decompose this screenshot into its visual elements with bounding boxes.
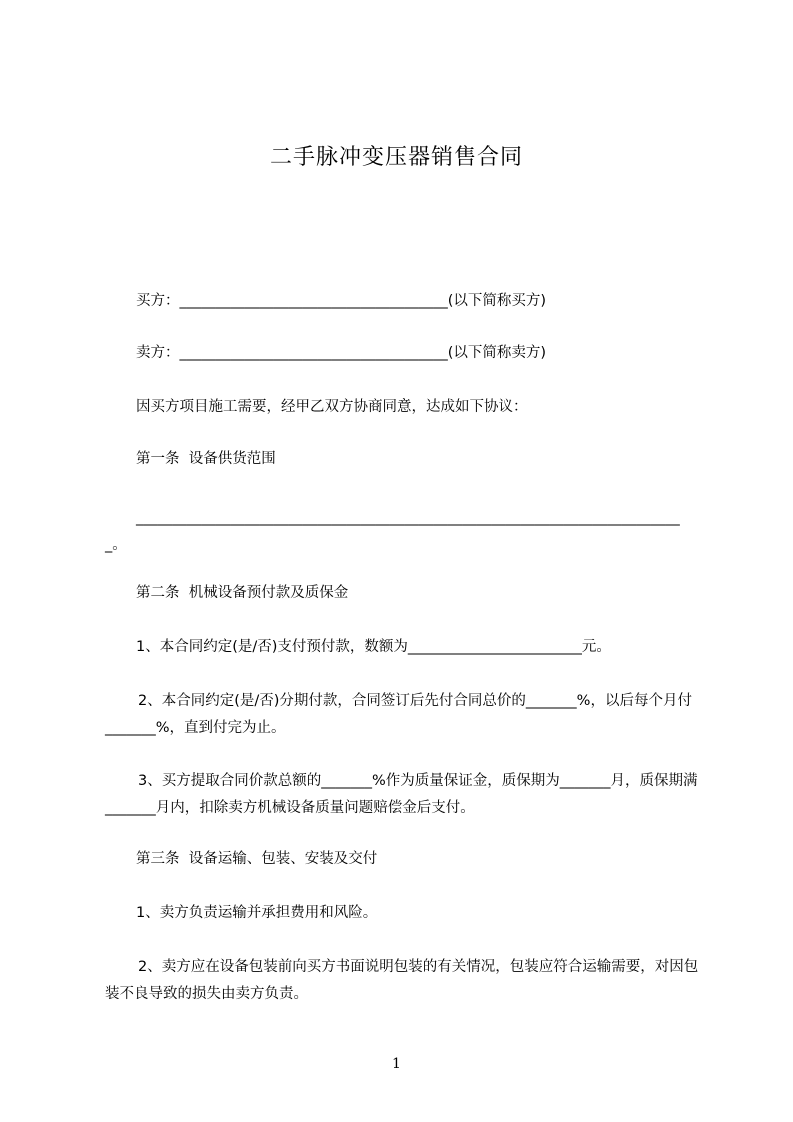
seller-line: 卖方：_____________________________________(以下简称卖方)	[136, 345, 547, 361]
buyer-line: 买方：_____________________________________(以下简称买方)	[136, 293, 547, 309]
article2-item3: 3、买方提取合同价款总额的_______%作为质量保证金，质保期为_______月，质保期满_______月内，扣除卖方机械设备质量问题赔偿金后支付。	[105, 773, 698, 816]
article3-heading: 第三条 设备运输、包装、安装及交付	[136, 851, 378, 867]
article1-heading: 第一条 设备供货范围	[136, 451, 276, 467]
intro-paragraph: 因买方项目施工需要，经甲乙双方协商同意，达成如下协议：	[136, 399, 528, 415]
article2-item2: 2、本合同约定(是/否)分期付款，合同签订后先付合同总价的_______%，以后每个月付_______%，直到付完为止。	[105, 693, 692, 736]
document-title: 二手脉冲变压器销售合同	[269, 145, 523, 170]
article3-item2: 2、卖方应在设备包装前向买方书面说明包装的有关情况，包装应符合运输需要，对因包装不良导致的损失由卖方负责。	[105, 959, 699, 1002]
article3-item1: 1、卖方负责运输并承担费用和风险。	[136, 905, 378, 921]
article1-body: ____________________________________________________________________________。	[105, 510, 680, 553]
article2-heading: 第二条 机械设备预付款及质保金	[136, 585, 349, 601]
article2-item1: 1、本合同约定(是/否)支付预付款，数额为________________________元。	[136, 639, 611, 655]
page-number: 1	[392, 1056, 401, 1072]
